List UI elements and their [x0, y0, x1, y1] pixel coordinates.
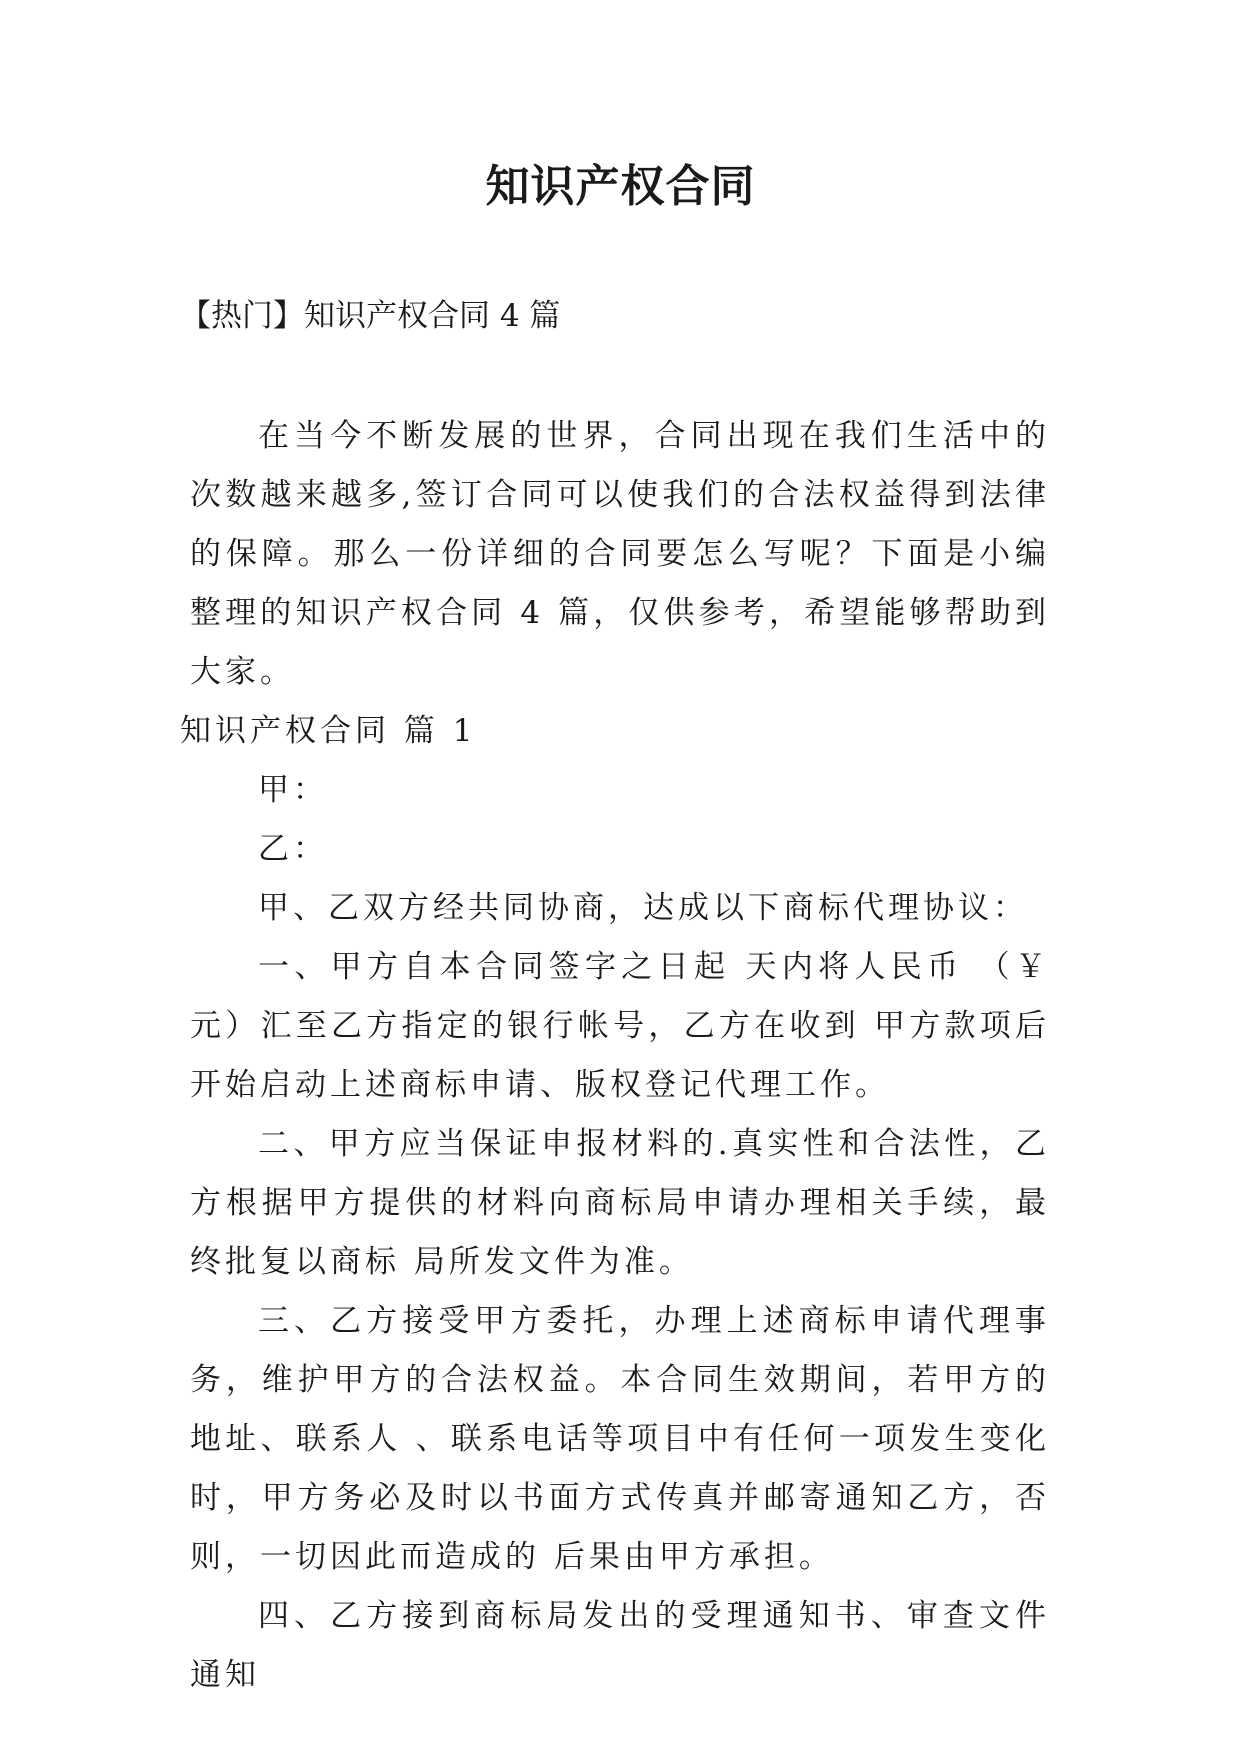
agreement-paragraph: 甲、乙双方经共同协商，达成以下商标代理协议： [258, 890, 1028, 926]
intro-paragraph: 在当今不断发展的世界，合同出现在我们生活中的次数越来越多,签订合同可以使我们的合法权益得到法律的保障。那么一份详细的合同要怎么写呢？下面是小编整理的知识产权合同 4 篇，仅供参考，希望能够帮助到大家。 [190, 418, 1050, 690]
clause-4-paragraph: 四、乙方接到商标局发出的受理通知书、审查文件通知 [190, 1598, 1050, 1693]
document-body [180, 407, 1050, 1705]
clause-1-paragraph: 一、甲方自本合同签字之日起 天内将人民币 （￥ 元）汇至乙方指定的银行帐号，乙方在收到 甲方款项后开始启动上述商标申请、版权登记代理工作。 [190, 949, 1050, 1103]
section-heading: 知识产权合同 篇 1 [180, 713, 477, 749]
party-b-line: 乙： [258, 831, 328, 867]
document-title: 知识产权合同 [485, 161, 756, 212]
party-a-line: 甲： [258, 772, 328, 808]
clause-3-paragraph: 三、乙方接受甲方委托，办理上述商标申请代理事务，维护甲方的合法权益。本合同生效期间，若甲方的地址、联系人 、联系电话等项目中有任何一项发生变化时，甲方务必及时以书面方式传真并邮寄通知乙方，否则，一切因此而造成的 后果由甲方承担。 [190, 1303, 1050, 1575]
clause-2-paragraph: 二、甲方应当保证申报材料的.真实性和合法性，乙方根据甲方提供的材料向商标局申请办理相关手续，最终批复以商标 局所发文件为准。 [190, 1126, 1050, 1280]
document-subtitle: 【热门】知识产权合同 4 篇 [180, 298, 561, 334]
